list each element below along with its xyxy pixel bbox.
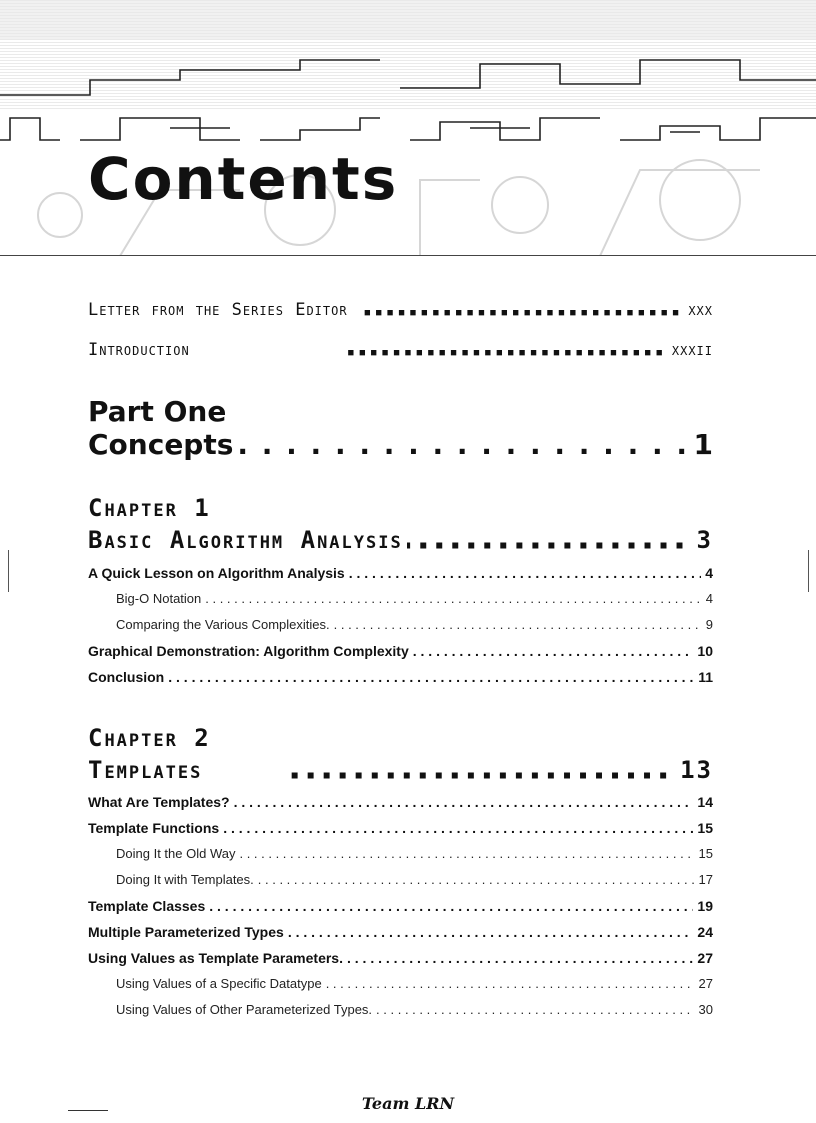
leader-dots (349, 565, 701, 581)
leader-dots (239, 846, 694, 861)
leader-dots (194, 340, 668, 360)
toc-entry-label: Conclusion (88, 669, 165, 685)
crop-mark (808, 550, 809, 592)
leader-dots (234, 794, 694, 810)
toc-entry-label: What Are Templates? (88, 794, 230, 810)
toc-entry-page: 17 (698, 872, 713, 887)
toc-entry-page: 4 (705, 565, 713, 581)
header-banner (0, 0, 816, 256)
leader-dots (413, 643, 694, 659)
toc-entry-page: 4 (705, 591, 713, 606)
toc-entry-label: Doing It the Old Way (116, 846, 236, 861)
toc-entry-label: Using Values as Template Parameters. (88, 950, 343, 966)
toc-entry-page: 27 (698, 976, 713, 991)
leader-dots (237, 428, 689, 461)
toc-entry-page: 9 (705, 617, 713, 632)
toc-entry[interactable] (88, 924, 713, 940)
toc-entry-page: 24 (697, 924, 713, 940)
toc-entry-label: Doing It with Templates. (116, 872, 254, 887)
toc-entry-label: Concepts (88, 428, 234, 461)
toc-entry-label: A Quick Lesson on Algorithm Analysis (88, 565, 345, 581)
footer-text: Team LRN (361, 1094, 455, 1113)
toc-entry[interactable] (88, 669, 713, 685)
toc-subentry[interactable] (88, 846, 713, 861)
toc-entry-label: Using Values of a Specific Datatype (116, 976, 322, 991)
toc-entry[interactable] (88, 643, 713, 659)
toc-entry-label: Letter from the Series Editor (88, 300, 348, 320)
toc-entry-series-editor-letter[interactable] (88, 300, 713, 320)
leader-dots (168, 669, 694, 685)
toc-entry-page: 30 (698, 1002, 713, 1017)
leader-dots (326, 976, 695, 991)
leader-dots (223, 820, 693, 836)
leader-dots (334, 617, 702, 632)
toc-subentry[interactable] (88, 591, 713, 606)
toc-entry-label: Template Functions (88, 820, 220, 836)
part-heading: Part One (88, 395, 227, 428)
toc-entry-part-title[interactable] (88, 428, 713, 461)
toc-entry[interactable] (88, 950, 713, 966)
toc-entry[interactable] (88, 820, 713, 836)
toc-entry-label: Basic Algorithm Analysis (88, 526, 403, 554)
toc-entry-page: 3 (696, 526, 713, 554)
toc-entry-chapter-title[interactable] (88, 526, 713, 554)
toc-entry-page: 11 (698, 669, 713, 685)
toc-subentry[interactable] (88, 1002, 713, 1017)
toc-entry-page: 10 (697, 643, 713, 659)
toc-entry-chapter-title[interactable] (88, 756, 713, 784)
toc-entry-label: Big-O Notation (116, 591, 202, 606)
leader-dots (288, 924, 694, 940)
chapter-number: Chapter 1 (88, 494, 211, 522)
toc-entry-page: 15 (698, 846, 713, 861)
toc-entry-page: xxx (688, 300, 713, 320)
toc-entry-label: Comparing the Various Complexities. (116, 617, 330, 632)
leader-dots (347, 950, 693, 966)
chapter-number: Chapter 2 (88, 724, 211, 752)
toc-entry-page: 1 (693, 428, 713, 461)
leader-dots (205, 591, 702, 606)
leader-dots (209, 898, 693, 914)
toc-entry-page: 14 (697, 794, 713, 810)
toc-entry-label: Using Values of Other Parameterized Types. (116, 1002, 373, 1017)
toc-subentry[interactable] (88, 617, 713, 632)
toc-entry-label: Templates (88, 756, 203, 784)
toc-entry[interactable] (88, 898, 713, 914)
toc-entry-page: 13 (680, 756, 713, 784)
toc-entry-page: 15 (697, 820, 713, 836)
toc-entry-page: 19 (697, 898, 713, 914)
toc-entry-introduction[interactable] (88, 340, 713, 360)
toc-entry-label: Introduction (88, 340, 190, 360)
toc-entry-page: xxxii (671, 340, 713, 360)
leader-dots (376, 1002, 694, 1017)
leader-dots (258, 872, 695, 887)
toc-entry[interactable] (88, 794, 713, 810)
leader-dots (407, 526, 693, 554)
toc-entry[interactable] (88, 565, 713, 581)
crop-mark (8, 550, 9, 592)
toc-entry-page: 27 (697, 950, 713, 966)
leader-dots (352, 300, 685, 320)
toc-entry-label: Graphical Demonstration: Algorithm Complexity (88, 643, 409, 659)
toc-subentry[interactable] (88, 872, 713, 887)
toc-entry-label: Multiple Parameterized Types (88, 924, 284, 940)
leader-dots (206, 756, 676, 784)
circuit-decoration (0, 0, 816, 256)
toc-entry-label: Template Classes (88, 898, 206, 914)
toc-subentry[interactable] (88, 976, 713, 991)
page-title: Contents (88, 145, 399, 213)
